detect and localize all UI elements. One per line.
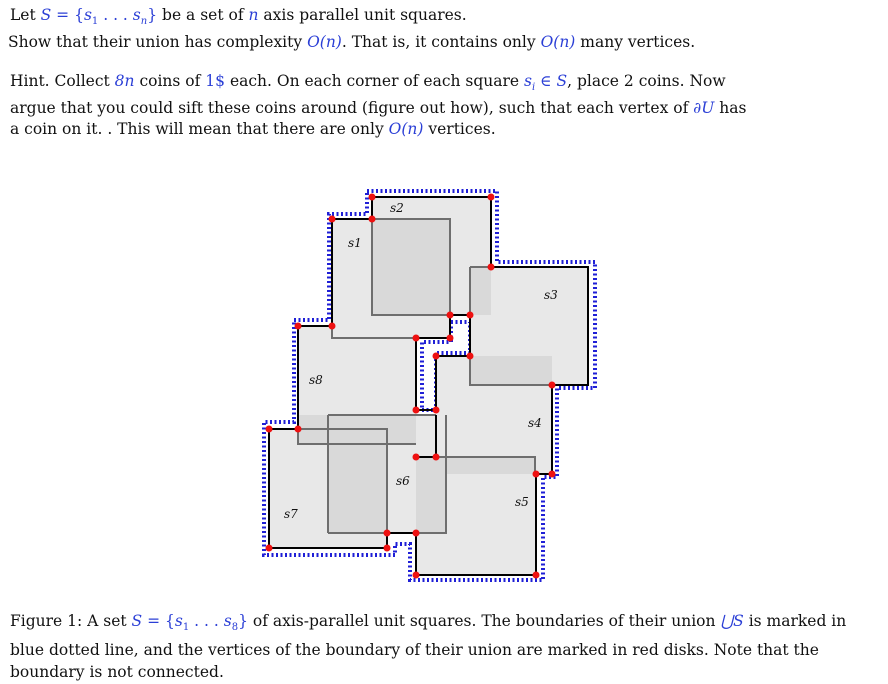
- text: Figure 1: A set: [10, 612, 132, 630]
- vertex: [266, 545, 273, 552]
- math-complexity: O(n): [307, 33, 342, 52]
- vertex: [384, 530, 391, 537]
- vertex: [413, 335, 420, 342]
- hint-line-3: [10, 119, 870, 140]
- vertex: [384, 545, 391, 552]
- vertex: [533, 572, 540, 579]
- math-union: ⋃S: [720, 612, 744, 630]
- vertex: [369, 216, 376, 223]
- label-s1: s1: [348, 236, 362, 250]
- vertex: [413, 407, 420, 414]
- math-sub: 1: [91, 16, 99, 28]
- vertex: [447, 312, 454, 319]
- label-s5: s5: [515, 495, 529, 509]
- vertex: [433, 353, 440, 360]
- text: each. On each corner of each square: [225, 72, 525, 90]
- label-s6: s6: [396, 474, 410, 488]
- label-s7: s7: [284, 507, 298, 521]
- text: is marked in blue dotted line, and the vertices of the boundary of their union are marked in red disks. Note that the boundary is not connected.: [10, 612, 847, 682]
- vertex: [467, 312, 474, 319]
- overlap: [470, 267, 491, 315]
- math: s: [83, 6, 92, 24]
- math-S: S: [40, 6, 52, 24]
- math: 8n: [114, 72, 135, 90]
- text: Show that their union has complexity: [8, 33, 308, 52]
- text: be a set of: [157, 6, 249, 24]
- math: O(n): [388, 120, 424, 139]
- vertex: [369, 194, 376, 201]
- math: s: [132, 6, 141, 24]
- hint-line-2: [10, 98, 870, 119]
- math-sub: n: [140, 16, 148, 28]
- text: coins of: [134, 72, 206, 90]
- hint-line-1: [10, 71, 870, 98]
- math-sub: 1: [182, 622, 190, 634]
- math: }: [147, 6, 158, 24]
- math: ∈: [535, 72, 557, 90]
- text: a coin on it. . This will mean that there are only: [10, 120, 389, 139]
- math: s: [223, 612, 232, 630]
- vertex: [488, 264, 495, 271]
- math-sub: i: [532, 82, 536, 94]
- math: s: [524, 72, 532, 90]
- label-s2: s2: [390, 201, 404, 215]
- vertex: [533, 471, 540, 478]
- vertex: [329, 216, 336, 223]
- vertex: [488, 194, 495, 201]
- vertex: [295, 426, 302, 433]
- text: has: [714, 99, 747, 118]
- math: S: [556, 72, 568, 90]
- text: Let: [10, 6, 41, 24]
- hint-paragraph: [10, 71, 870, 140]
- union-of-squares-figure: [0, 175, 888, 595]
- math-n: n: [248, 6, 259, 24]
- text: . That is, it contains only: [341, 33, 541, 52]
- text: , place 2 coins. Now: [567, 72, 726, 90]
- vertex: [467, 353, 474, 360]
- overlap: [372, 219, 450, 315]
- text: argue that you could sift these coins around (figure out how), such that each vertex of: [10, 99, 694, 118]
- math-sub: 8: [231, 622, 239, 634]
- math: S: [131, 612, 143, 630]
- label-s3: s3: [544, 288, 558, 302]
- statement-line-1: [10, 5, 870, 32]
- text: axis parallel unit squares.: [258, 6, 467, 24]
- math: = {: [51, 6, 84, 24]
- vertex: [447, 335, 454, 342]
- vertex: [266, 426, 273, 433]
- math: }: [238, 612, 248, 630]
- vertex: [549, 471, 556, 478]
- math: s: [174, 612, 183, 630]
- overlap: [436, 457, 535, 474]
- vertex: [549, 382, 556, 389]
- label-s8: s8: [309, 373, 323, 387]
- math: . . .: [98, 6, 133, 24]
- problem-statement: [10, 5, 870, 53]
- text: Hint. Collect: [10, 72, 115, 90]
- text: many vertices.: [575, 33, 696, 52]
- math: ∂U: [693, 99, 715, 118]
- vertex: [329, 323, 336, 330]
- vertex: [413, 454, 420, 461]
- vertex: [413, 530, 420, 537]
- math: = {: [142, 612, 175, 630]
- vertex: [295, 323, 302, 330]
- statement-line-2: [8, 32, 870, 53]
- math: 1$: [205, 72, 226, 90]
- math-complexity: O(n): [540, 33, 576, 52]
- figure-caption: [10, 610, 855, 683]
- vertex: [413, 572, 420, 579]
- overlap: [470, 356, 552, 385]
- label-s4: s4: [528, 416, 542, 430]
- text: of axis-parallel unit squares. The boundaries of their union: [247, 612, 721, 630]
- math: . . .: [189, 612, 224, 630]
- vertex: [433, 407, 440, 414]
- text: vertices.: [423, 120, 496, 139]
- vertex: [433, 454, 440, 461]
